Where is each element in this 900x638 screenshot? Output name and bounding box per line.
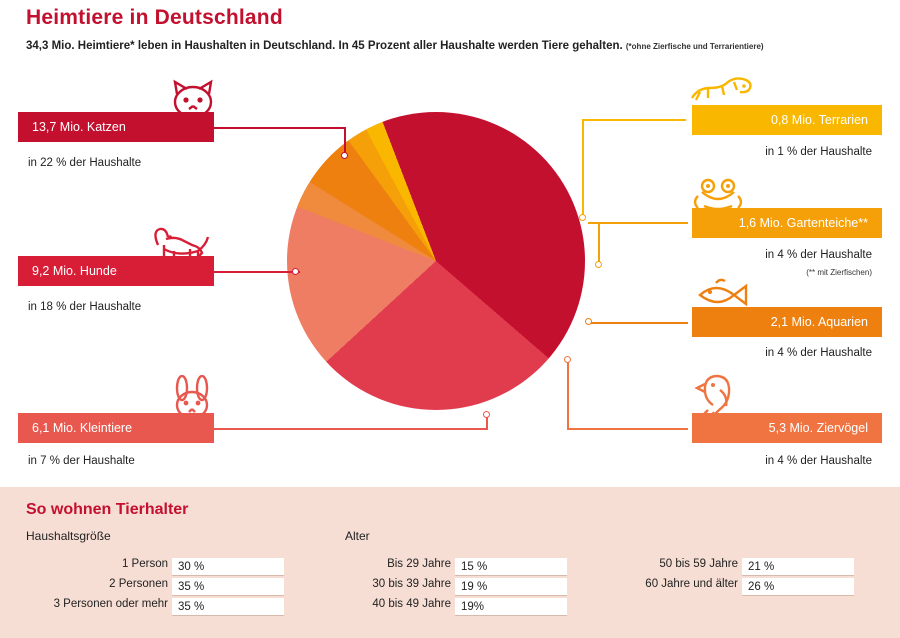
label-gartenteiche-text: 1,6 Mio. Gartenteiche**: [738, 216, 868, 230]
connector-katzen: [214, 127, 346, 129]
sub-hunde: in 18 % der Haushalte: [28, 301, 142, 313]
connector-terrarien-v: [582, 119, 584, 219]
connector-terrarien: [582, 119, 686, 121]
label-hunde-text: 9,2 Mio. Hunde: [32, 264, 117, 278]
row-value[interactable]: 35 %: [172, 578, 284, 596]
row-value[interactable]: 35 %: [172, 598, 284, 616]
dot-aquarien: [585, 318, 592, 325]
row-value[interactable]: 26 %: [742, 578, 854, 596]
sub-terrarien: in 1 % der Haushalte: [765, 146, 872, 158]
pie-slices-small: [287, 112, 585, 410]
row-50-59: [659, 558, 854, 576]
subtitle-footnote: (*ohne Zierfische und Terrarientiere): [625, 42, 764, 51]
parrot-icon: [686, 372, 748, 425]
row-40-49: [372, 598, 567, 616]
row-label: Bis 29 Jahre: [387, 558, 451, 570]
row-label: 50 bis 59 Jahre: [659, 558, 738, 570]
subtitle-text: 34,3 Mio. Heimtiere* leben in Haushalten in Deutschland. In 45 Prozent aller Haushalte werden Tiere gehalten.: [26, 40, 623, 52]
connector-aquarien: [588, 322, 688, 324]
rabbit-icon: [163, 375, 221, 432]
dot-katzen: [341, 152, 348, 159]
row-label: 30 bis 39 Jahre: [372, 578, 451, 590]
dot-kleintiere: [483, 411, 490, 418]
row-label: 40 bis 49 Jahre: [372, 598, 451, 610]
note-gartenteiche: (** mit Zierfischen): [806, 268, 872, 277]
page-subtitle: [26, 40, 764, 52]
row-1-person: [121, 558, 284, 576]
fish-icon: [692, 278, 754, 317]
dot-gartenteiche: [595, 261, 602, 268]
row-value[interactable]: 19%: [455, 598, 567, 616]
connector-ziervoegel-v: [567, 360, 569, 429]
connector-katzen-v: [344, 127, 346, 155]
household-panel: [0, 487, 900, 638]
group-title-haushaltsgroesse: Haushaltsgröße: [26, 529, 111, 543]
row-bis-29: [387, 558, 567, 576]
label-katzen-text: 13,7 Mio. Katzen: [32, 120, 126, 134]
page-title: Heimtiere in Deutschland: [26, 6, 283, 29]
row-label: 3 Personen oder mehr: [53, 598, 168, 610]
group-title-alter: Alter: [345, 529, 370, 543]
sub-kleintiere: in 7 % der Haushalte: [28, 455, 135, 467]
row-label: 2 Personen: [109, 578, 168, 590]
row-3-personen-oder-mehr: [53, 598, 284, 616]
label-ziervoegel-text: 5,3 Mio. Ziervögel: [768, 421, 868, 435]
sub-gartenteiche: in 4 % der Haushalte: [765, 249, 872, 261]
sub-ziervoegel: in 4 % der Haushalte: [765, 455, 872, 467]
row-label: 60 Jahre und älter: [645, 578, 738, 590]
label-aquarien-text: 2,1 Mio. Aquarien: [770, 315, 868, 329]
connector-kleintiere: [214, 428, 488, 430]
row-label: 1 Person: [121, 558, 168, 570]
pie-chart: [287, 112, 585, 410]
sub-aquarien: in 4 % der Haushalte: [765, 347, 872, 359]
panel-title: So wohnen Tierhalter: [26, 501, 189, 518]
row-value[interactable]: 21 %: [742, 558, 854, 576]
row-60-und-aelter: [645, 578, 854, 596]
dog-icon: [146, 225, 210, 282]
cat-icon: [163, 78, 223, 138]
dot-hunde: [292, 268, 299, 275]
dot-ziervoegel: [564, 356, 571, 363]
label-kleintiere-text: 6,1 Mio. Kleintiere: [32, 421, 133, 435]
row-2-personen: [109, 578, 284, 596]
dot-terrarien: [579, 214, 586, 221]
row-value[interactable]: 19 %: [455, 578, 567, 596]
connector-ziervoegel: [567, 428, 688, 430]
lizard-icon: [686, 72, 756, 113]
connector-gartenteiche-v: [598, 222, 600, 266]
row-value[interactable]: 30 %: [172, 558, 284, 576]
row-value[interactable]: 15 %: [455, 558, 567, 576]
connector-hunde: [214, 271, 300, 273]
connector-gartenteiche: [588, 222, 688, 224]
frog-icon: [688, 176, 748, 217]
label-terrarien-text: 0,8 Mio. Terrarien: [770, 113, 868, 127]
row-30-39: [372, 578, 567, 596]
sub-katzen: in 22 % der Haushalte: [28, 157, 142, 169]
